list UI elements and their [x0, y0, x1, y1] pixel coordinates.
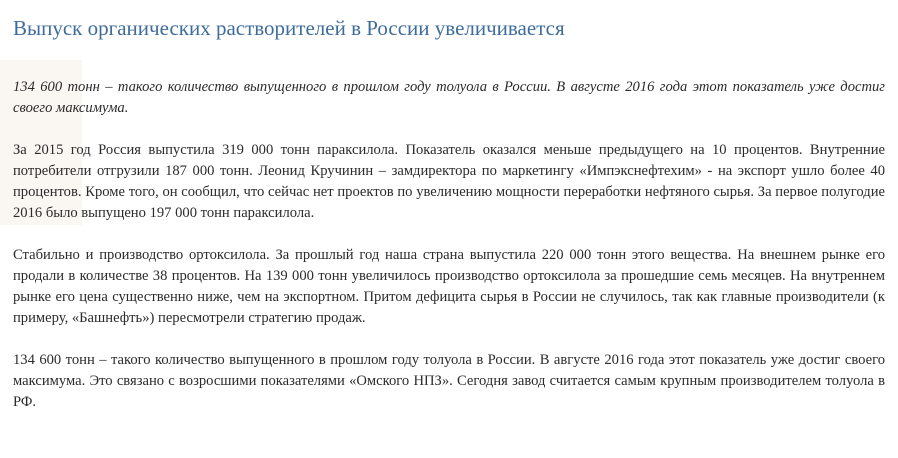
- article-paragraph: 134 600 тонн – такого количество выпущенного в прошлом году толуола в России. В августе 2016 года этот показатель уже достиг своего максимума. Это связано с возросшими показателями «Омского НПЗ». Сегодня завод считается самым крупным производителем толуола в РФ.: [13, 352, 885, 410]
- article-paragraph: За 2015 год Россия выпустила 319 000 тонн параксилола. Показатель оказался меньше предыдущего на 10 процентов. Внутренние потребители отгрузили 187 000 тонн. Леонид Кручинин – замдиректора по маркетингу «Импэкснефтехим» - на экспорт ушло более 40 процентов. Кроме того, он сообщил, что сейчас нет проектов по увеличению мощности переработки нефтяного сырья. За первое полугодие 2016 было выпущено 197 000 тонн параксилола.: [13, 142, 885, 221]
- article-lead: 134 600 тонн – такого количество выпущенного в прошлом году толуола в России. В августе 2016 года этот показатель уже достиг своего максимума.: [13, 79, 885, 116]
- article-title: Выпуск органических растворителей в России увеличивается: [13, 16, 565, 40]
- article-paragraph: Стабильно и производство ортоксилола. За прошлый год наша страна выпустила 220 000 тонн этого вещества. На внешнем рынке его продали в количестве 38 процентов. На 139 000 тонн увеличилось производство ортоксилола за прошедшие семь месяцев. На внутреннем рынке его цена существенно ниже, чем на экспортном. Притом дефицита сырья в России не случилось, так как главные производители (к примеру, «Башнефть») пересмотрели стратегию продаж.: [13, 247, 885, 326]
